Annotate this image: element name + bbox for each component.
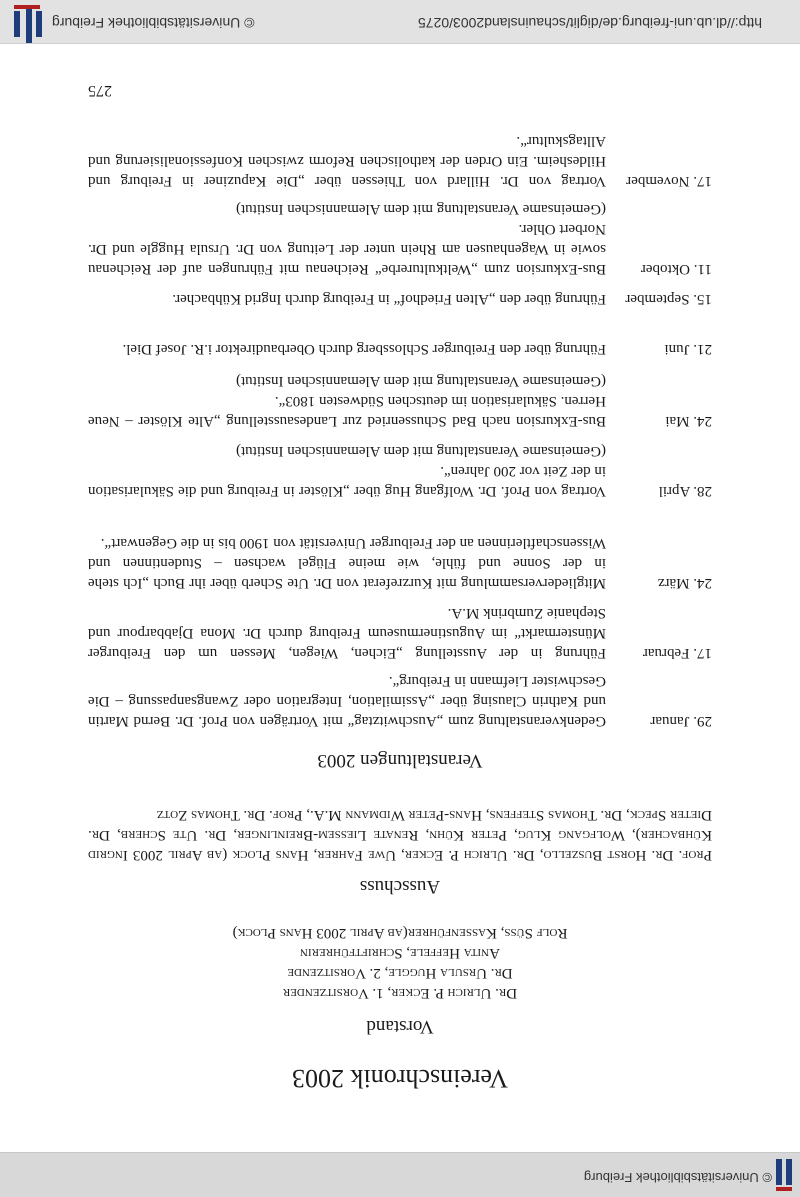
page-title: Vereinschronik 2003 (292, 1064, 508, 1093)
events-heading: Veranstaltungen 2003 (317, 750, 483, 771)
event-note: (Gemeinsame Veranstaltung mit dem Alemannischen Institut) (235, 201, 606, 217)
vorstand-list (88, 923, 712, 1003)
page-number: 275 (88, 82, 112, 99)
event-date: 15. September (625, 291, 712, 307)
vorstand-heading: Vorstand (366, 1016, 434, 1037)
event-date: 17. November (626, 173, 712, 189)
event-text: Vortrag von Prof. Dr. Wolfgang Hug über „Klöster in Freiburg und die Säkularisation in der Zeit vor 200 Jahren“. (88, 463, 606, 499)
ausschuss-heading: Ausschuss (359, 876, 441, 897)
event-date: 28. April (658, 483, 712, 499)
event-date: 29. Januar (650, 713, 712, 729)
event-text: Bus-Exkursion zum „Weltkulturerbe“ Reichenau mit Führungen auf der Reichenau sowie in Wagenhausen am Rhein unter der Leitung von Dr. Ursula Huggle und Dr. Norbert Ohler. (88, 221, 606, 277)
event-note: (Gemeinsame Veranstaltung mit dem Alemannischen Institut) (235, 443, 606, 459)
event-text: Vortrag von Dr. Hillard von Thiessen über „Die Kapuziner in Freiburg und Hildesheim. Ein Orden der katholischen Reform zwischen Konfessionalisierung und Alltagskultur“. (88, 133, 606, 189)
event-text: Führung in der Ausstellung „Eichen, Wiegen, Messen um den Freiburger Münstermarkt“ im Augustinermuseum Freiburg durch Dr. Mona Djabbarpour und Stephanie Zumbrink M.A. (88, 605, 606, 661)
event-text: Führung über den Freiburger Schlossberg durch Oberbaudirektor i.R. Josef Diel. (122, 341, 606, 357)
library-logo-icon (770, 1153, 800, 1197)
event-date: 11. Oktober (640, 261, 712, 277)
vorstand-member: Anita Heffele, Schriftführerin (300, 945, 500, 961)
footer-copyright: © Universitätsbibliothek Freiburg (583, 1170, 772, 1185)
ausschuss-text: Prof. Dr. Horst Buszello, Dr. Ulrich P. Ecker, Uwe Fahrer, Hans Plock (ab April 2003 Ingrid Kühbacher), Wolfgang Klug, Peter Kühn, Renate Liessem-Breinlinger, Dr. Ute Scherb, Dr. Dieter Speck, Dr. Thomas Steffens, Hans-Peter Widmann M.A., Prof. Dr. Thomas Zotz (88, 807, 712, 863)
viewer-header-bar (0, 0, 800, 44)
event-date: 21. Juni (664, 341, 712, 357)
event-text: Führung über den „Alten Friedhof“ in Freiburg durch Ingrid Kühbacher. (172, 291, 606, 307)
event-text: Mitgliederversammlung mit Kurzreferat von Dr. Ute Scherb über ihr Buch „Ich stehe in der Sonne und fühle, wie meine Flügel wachsen – Studentinnen und Wissenschaftlerinnen an der Freiburger Universität von 1900 bis in die Gegenwart“. (88, 535, 606, 591)
page-url[interactable]: http://dl.ub.uni-freiburg.de/diglit/schauinsland2003/0275 (417, 15, 762, 31)
vorstand-member: Rolf Süss, Kassenführer(ab April 2003 Hans Plock) (232, 925, 568, 941)
event-date: 17. Februar (642, 645, 712, 661)
header-copyright: © Universitätsbibliothek Freiburg (52, 15, 255, 31)
library-logo-icon (0, 0, 50, 43)
event-note: (Gemeinsame Veranstaltung mit dem Alemannischen Institut) (235, 373, 606, 389)
event-date: 24. Mai (665, 413, 712, 429)
event-date: 24. März (657, 575, 712, 591)
event-text: Bus-Exkursion nach Bad Schussenried zur Landesausstellung „Alte Klöster – Neue Herren. Säkularisation im deutschen Südwesten 1803“. (88, 393, 606, 429)
vorstand-member: Dr. Ursula Huggle, 2. Vorsitzende (287, 965, 513, 981)
event-text: Gedenkveranstaltung zum „Auschwitztag“ mit Vorträgen von Prof. Dr. Bernd Martin und Kathrin Clausing über „Assimilation, Integration oder Zwangsanpassung – Die Geschwister Liefmann in Freiburg“. (88, 673, 606, 729)
vorstand-member: Dr. Ulrich P. Ecker, 1. Vorsitzender (282, 985, 518, 1001)
viewer-footer-bar (0, 1152, 800, 1197)
